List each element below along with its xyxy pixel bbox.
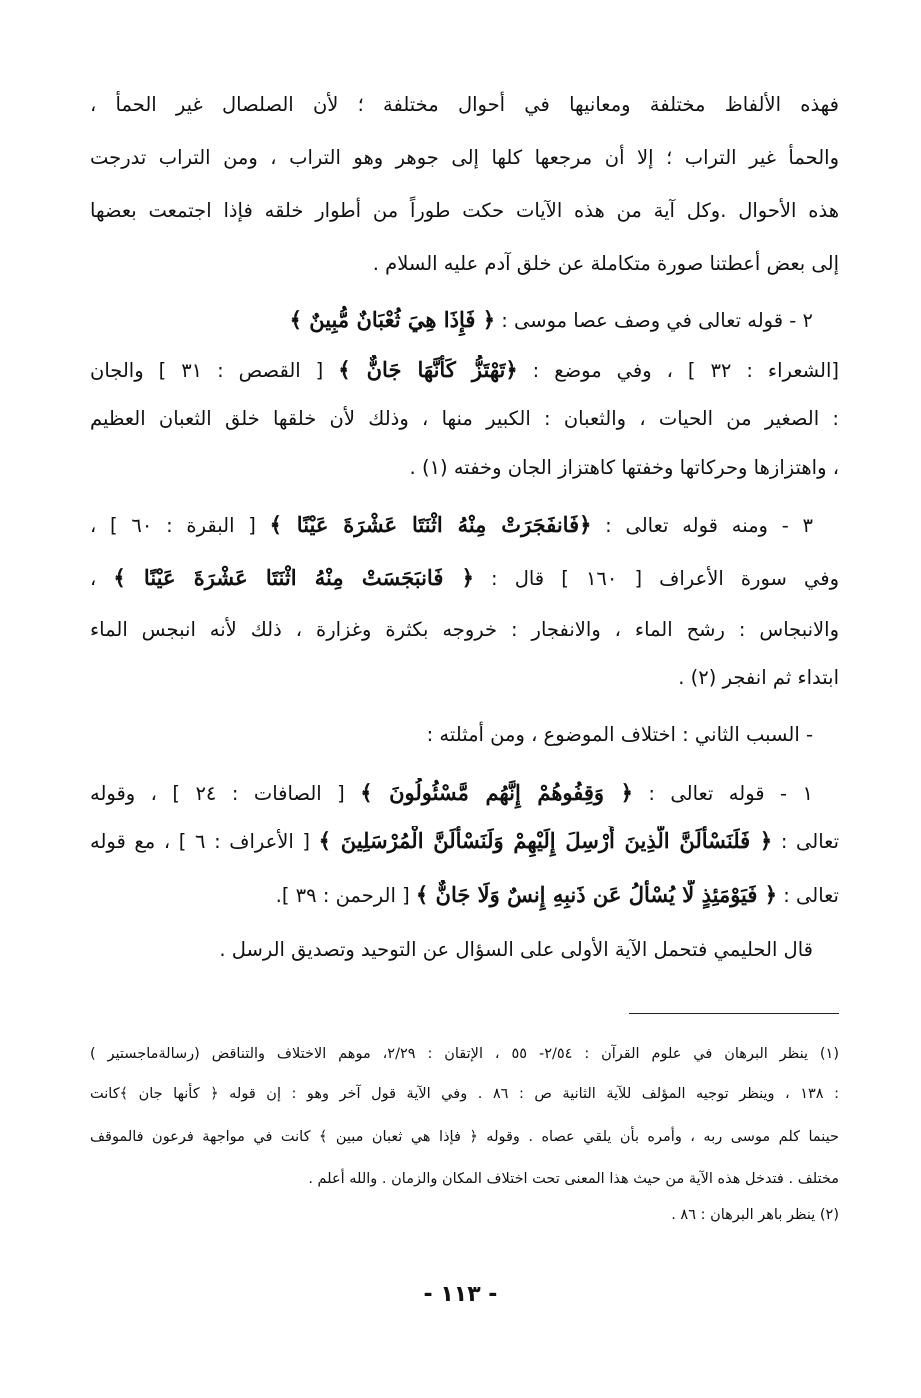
verse-reference: [ القصص : ٣١ ] والجان [90,359,324,382]
footnote-1-line-3: حينما كلم موسى ربه ، وأمره بأن يلقي عصاه . وقوله ﴿ فإذا هي ثعبان مبين ﴾ كانت في مواجهة فرعون فالموقف [90,1129,839,1145]
paragraph-4-text: تعالى : [783,884,839,907]
paragraph-3-line-2 [90,563,839,594]
verse-reference: [الشعراء : ٣٢ ] ، وفي موضع : [532,359,839,382]
footnote-separator [629,1013,839,1014]
paragraph-2-text: ٢ - قوله تعالى في وصف عصا موسى : [501,309,813,332]
quran-verse: ﴿فَانفَجَرَتْ مِنْهُ اثْنَتَا عَشْرَةَ عَيْنًا ﴾ [269,512,592,537]
quran-verse: ﴿ فَيَوْمَئِذٍ لَّا يُسْأَلُ عَن ذَنبِهِ إِنسٌ وَلَا جَانٌّ ﴾ [415,882,778,907]
paragraph-2-line-4: ، واهتزازها وحركاتها وخفتها كاهتزاز الجان وخفته (١) . [409,456,839,479]
paragraph-4-line-3 [90,880,839,911]
paragraph-1-line-1: فهذه الألفاظ مختلفة ومعانيها في أحوال مختلفة ؛ لأن الصلصال غير الحمأ ، [90,93,839,116]
paragraph-4-text: ١ - قوله تعالى : [648,782,814,805]
verse-reference: [ الأعراف : ٦ ] ، مع قوله [90,830,311,853]
footnote-2: (٢) ينظر باهر البرهان : ٨٦ . [671,1207,839,1223]
paragraph-4-line-1 [90,778,839,809]
paragraph-1-line-3: هذه الأحوال .وكل آية من هذه الآيات حكت طوراً من أطوار خلقه فإذا اجتمعت بعضها [90,199,839,222]
paragraph-2-line-3: : الصغير من الحيات ، والثعبان : الكبير منها ، وذلك لأن خلقها خلق الثعبان العظيم [90,407,839,430]
quran-verse: ﴿ فَإِذَا هِيَ ثُعْبَانٌ مُّبِينٌ ﴾ [289,307,496,332]
verse-reference: [ الرحمن : ٣٩ ]. [275,884,410,907]
paragraph-3-line-3: والانبجاس : رشح الماء ، والانفجار : خروجه بكثرة وغزارة ، ذلك لأنه انبجس الماء [90,618,839,641]
paragraph-4-line-4: قال الحليمي فتحمل الآية الأولى على السؤال عن التوحيد وتصديق الرسل . [219,938,813,961]
paragraph-1-line-4: إلى بعض أعطتنا صورة متكاملة عن خلق آدم عليه السلام . [372,252,839,275]
paragraph-4-text: تعالى : [780,830,839,853]
paragraph-3-line-1 [90,510,839,541]
paragraph-2-line-1 [90,305,839,336]
footnote-1-line-2: : ١٣٨ ، وينظر توجيه المؤلف للآية الثانية ص : ٨٦ . وفي الآية قول آخر وهو : إن قوله ﴿ كأنها جان ﴾كانت [90,1086,839,1102]
page-number: - ١١٣ - [423,1282,498,1307]
paragraph-2-line-2 [90,355,839,386]
paragraph-4-line-2 [90,826,839,857]
footnote-1-line-4: مختلف . فتدخل هذه الآية من حيث هذا المعنى تحت اختلاف المكان والزمان . والله أعلم . [308,1171,839,1187]
punctuation: ، [90,567,97,590]
section-heading: - السبب الثاني : اختلاف الموضوع ، ومن أمثلته : [426,723,813,746]
footnote-1-line-1: (١) ينظر البرهان في علوم القرآن : ٢/٥٤- ٥٥ ، الإتقان : ٢/٢٩، موهم الاختلاف والتناقض (رسالةماجستير ) [90,1046,839,1062]
verse-reference: [ الصافات : ٢٤ ] ، وقوله [90,782,345,805]
quran-verse: ﴿ وَقِفُوهُمْ إِنَّهُم مَّسْئُولُونَ ﴾ [360,780,633,805]
paragraph-3-text: وفي سورة الأعراف [ ١٦٠ ] قال : [491,567,839,590]
paragraph-1-line-2: والحمأ غير التراب ؛ إلا أن مرجعها كلها إلى جوهر وهو التراب ، ومن التراب تدرجت [90,146,839,169]
verse-reference: [ البقرة : ٦٠ ] ، [90,514,256,537]
paragraph-3-text: ٣ - ومنه قوله تعالى : [605,514,813,537]
paragraph-3-line-4: ابتداء ثم انفجر (٢) . [678,666,839,689]
quran-verse: ﴿ فَلَنَسْأَلَنَّ الَّذِينَ أُرْسِلَ إِلَيْهِمْ وَلَنَسْأَلَنَّ الْمُرْسَلِينَ ﴾ [318,828,773,853]
quran-verse: ﴿تَهْتَزُّ كَأَنَّهَا جَانٌّ ﴾ [338,357,518,382]
quran-verse: ﴿ فَانبَجَسَتْ مِنْهُ اثْنَتَا عَشْرَةَ عَيْنًا ﴾ [113,565,474,590]
